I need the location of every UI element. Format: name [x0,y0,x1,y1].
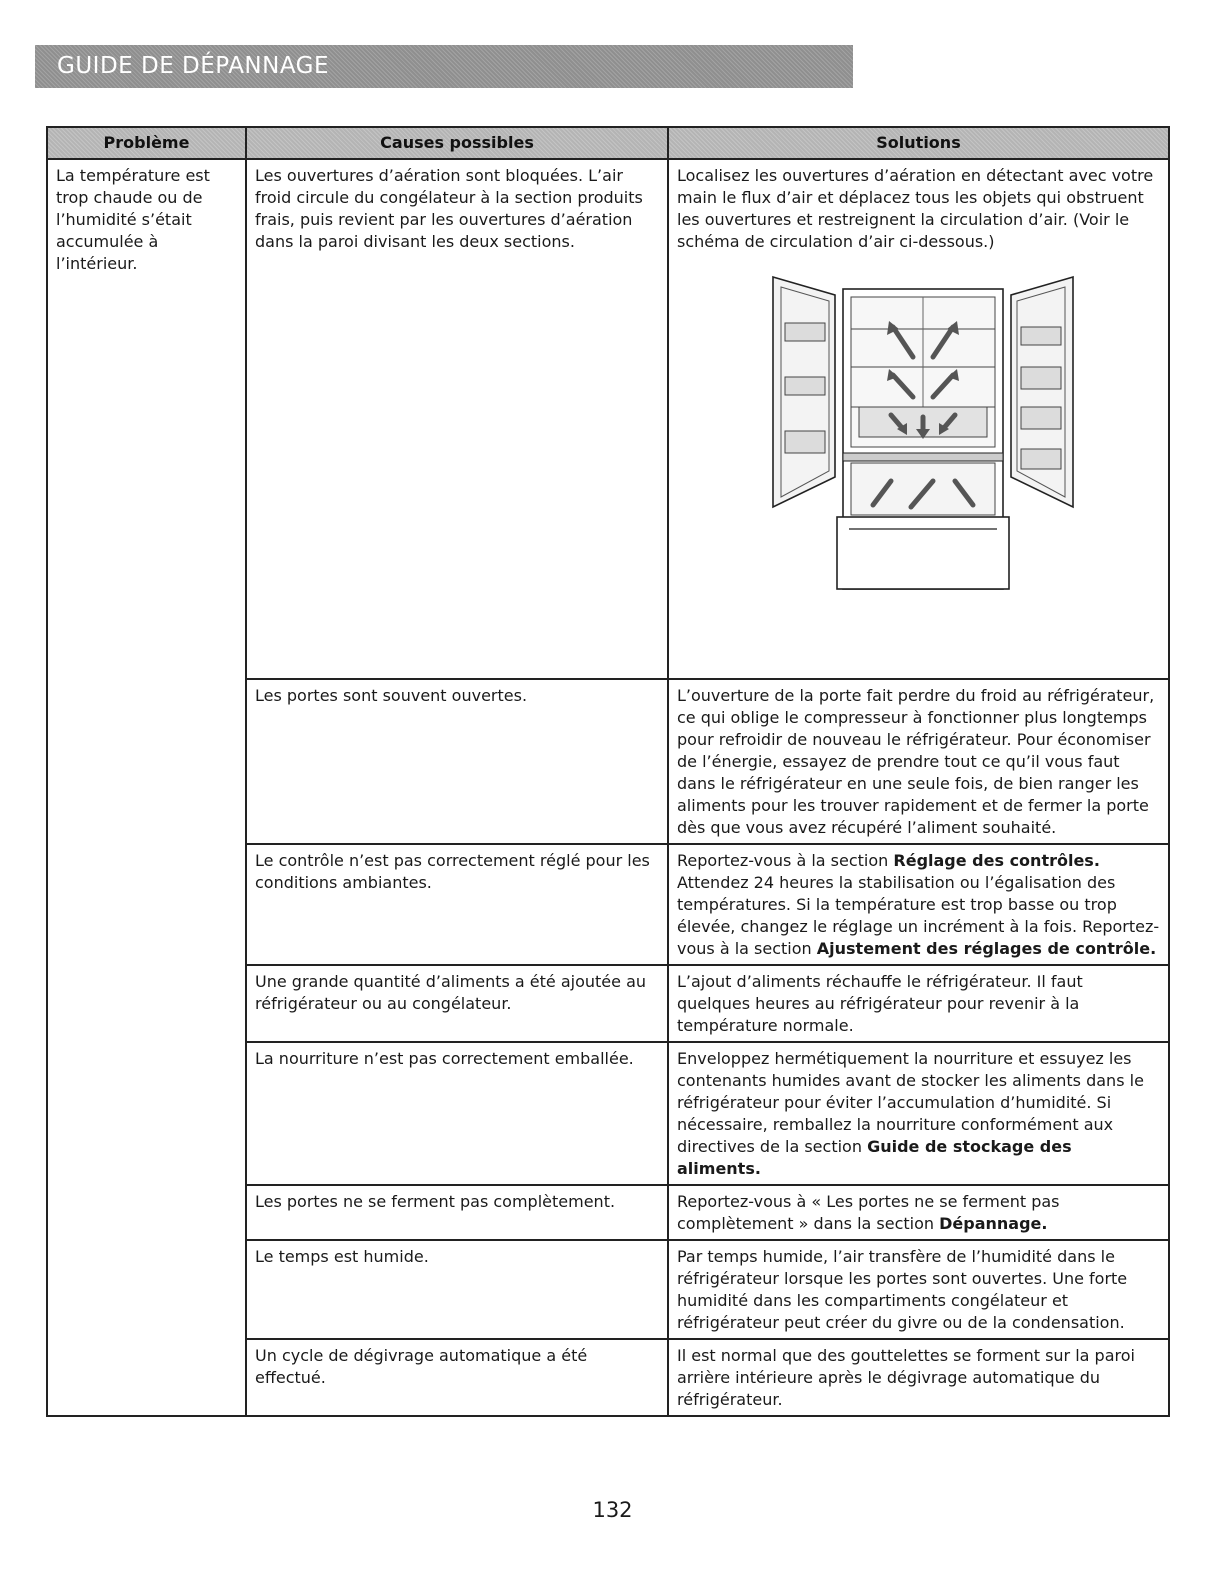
cause-cell: Le temps est humide. [246,1240,668,1339]
section-title: GUIDE DE DÉPANNAGE [57,53,330,79]
section-banner [35,45,853,88]
solution-text: Localisez les ouvertures d’aération en détectant avec votre main le flux d’air et déplacez tous les objets qui obstruent les ouvertures et restreignent la circulation d’air. (Voir le schéma de circulation d’air ci-dessous.) [677,166,1154,251]
solution-cell [668,844,1169,965]
solution-cell: Il est normal que des gouttelettes se forment sur la paroi arrière intérieure après le dégivrage automatique du réfrigérateur. [668,1339,1169,1416]
troubleshooting-table [46,126,1170,1417]
table-header-row [47,127,1169,159]
solution-cell [668,1185,1169,1240]
solution-cell [668,1042,1169,1185]
cause-cell: Les portes ne se ferment pas complètement. [246,1185,668,1240]
solution-text: Enveloppez hermétiquement la nourriture et essuyez les contenants humides avant de stocker les aliments dans le réfrigérateur pour éviter l’accumulation d’humidité. Si nécessaire, remballez la nourriture conformément aux directives de la section [677,1049,1144,1156]
cause-cell: Les ouvertures d’aération sont bloquées. L’air froid circule du congélateur à la section produits frais, puis revient par les ouvertures d’aération dans la paroi divisant les deux sections. [246,159,668,679]
section-reference: Ajustement des réglages de contrôle. [816,939,1157,958]
airflow-diagram [763,267,1083,602]
solution-cell: L’ouverture de la porte fait perdre du froid au réfrigérateur, ce qui oblige le compresseur à fonctionner plus longtemps pour refroidir de nouveau le réfrigérateur. Pour économiser de l’énergie, essayez de prendre tout ce qu’il vous faut dans le réfrigérateur en une seule fois, de bien ranger les aliments pour les trouver rapidement et de fermer la porte dès que vous avez récupéré l’aliment souhaité. [668,679,1169,844]
solution-text: Reportez-vous à « Les portes ne se ferment pas complètement » dans la section [677,1192,1060,1233]
solution-text: Reportez-vous à la section [677,851,894,870]
header-causes: Causes possibles [246,127,668,159]
problem-cell: La température est trop chaude ou de l’humidité s’était accumulée à l’intérieur. [47,159,246,1416]
solution-cell [668,159,1169,679]
cause-cell: Le contrôle n’est pas correctement réglé pour les conditions ambiantes. [246,844,668,965]
section-reference: Dépannage. [939,1214,1048,1233]
page-number: 132 [592,1498,633,1522]
solution-cell: Par temps humide, l’air transfère de l’humidité dans le réfrigérateur lorsque les portes sont ouvertes. Une forte humidité dans les compartiments congélateur et réfrigérateur peut créer du givre ou de la condensation. [668,1240,1169,1339]
cause-cell: La nourriture n’est pas correctement emballée. [246,1042,668,1185]
section-reference: Réglage des contrôles. [893,851,1100,870]
cause-cell: Un cycle de dégivrage automatique a été effectué. [246,1339,668,1416]
cause-cell: Une grande quantité d’aliments a été ajoutée au réfrigérateur ou au congélateur. [246,965,668,1042]
header-problem: Problème [47,127,246,159]
cause-cell: Les portes sont souvent ouvertes. [246,679,668,844]
solution-cell: L’ajout d’aliments réchauffe le réfrigérateur. Il faut quelques heures au réfrigérateur pour revenir à la température normale. [668,965,1169,1042]
table-row [47,159,1169,679]
header-solutions: Solutions [668,127,1169,159]
solution-text: Attendez 24 heures la stabilisation ou l’égalisation des températures. Si la température est trop basse ou trop élevée, changez le réglage un incrément à la fois. Reportez-vous à la section [677,873,1160,958]
section-reference: Guide de stockage des aliments. [677,1137,1072,1178]
